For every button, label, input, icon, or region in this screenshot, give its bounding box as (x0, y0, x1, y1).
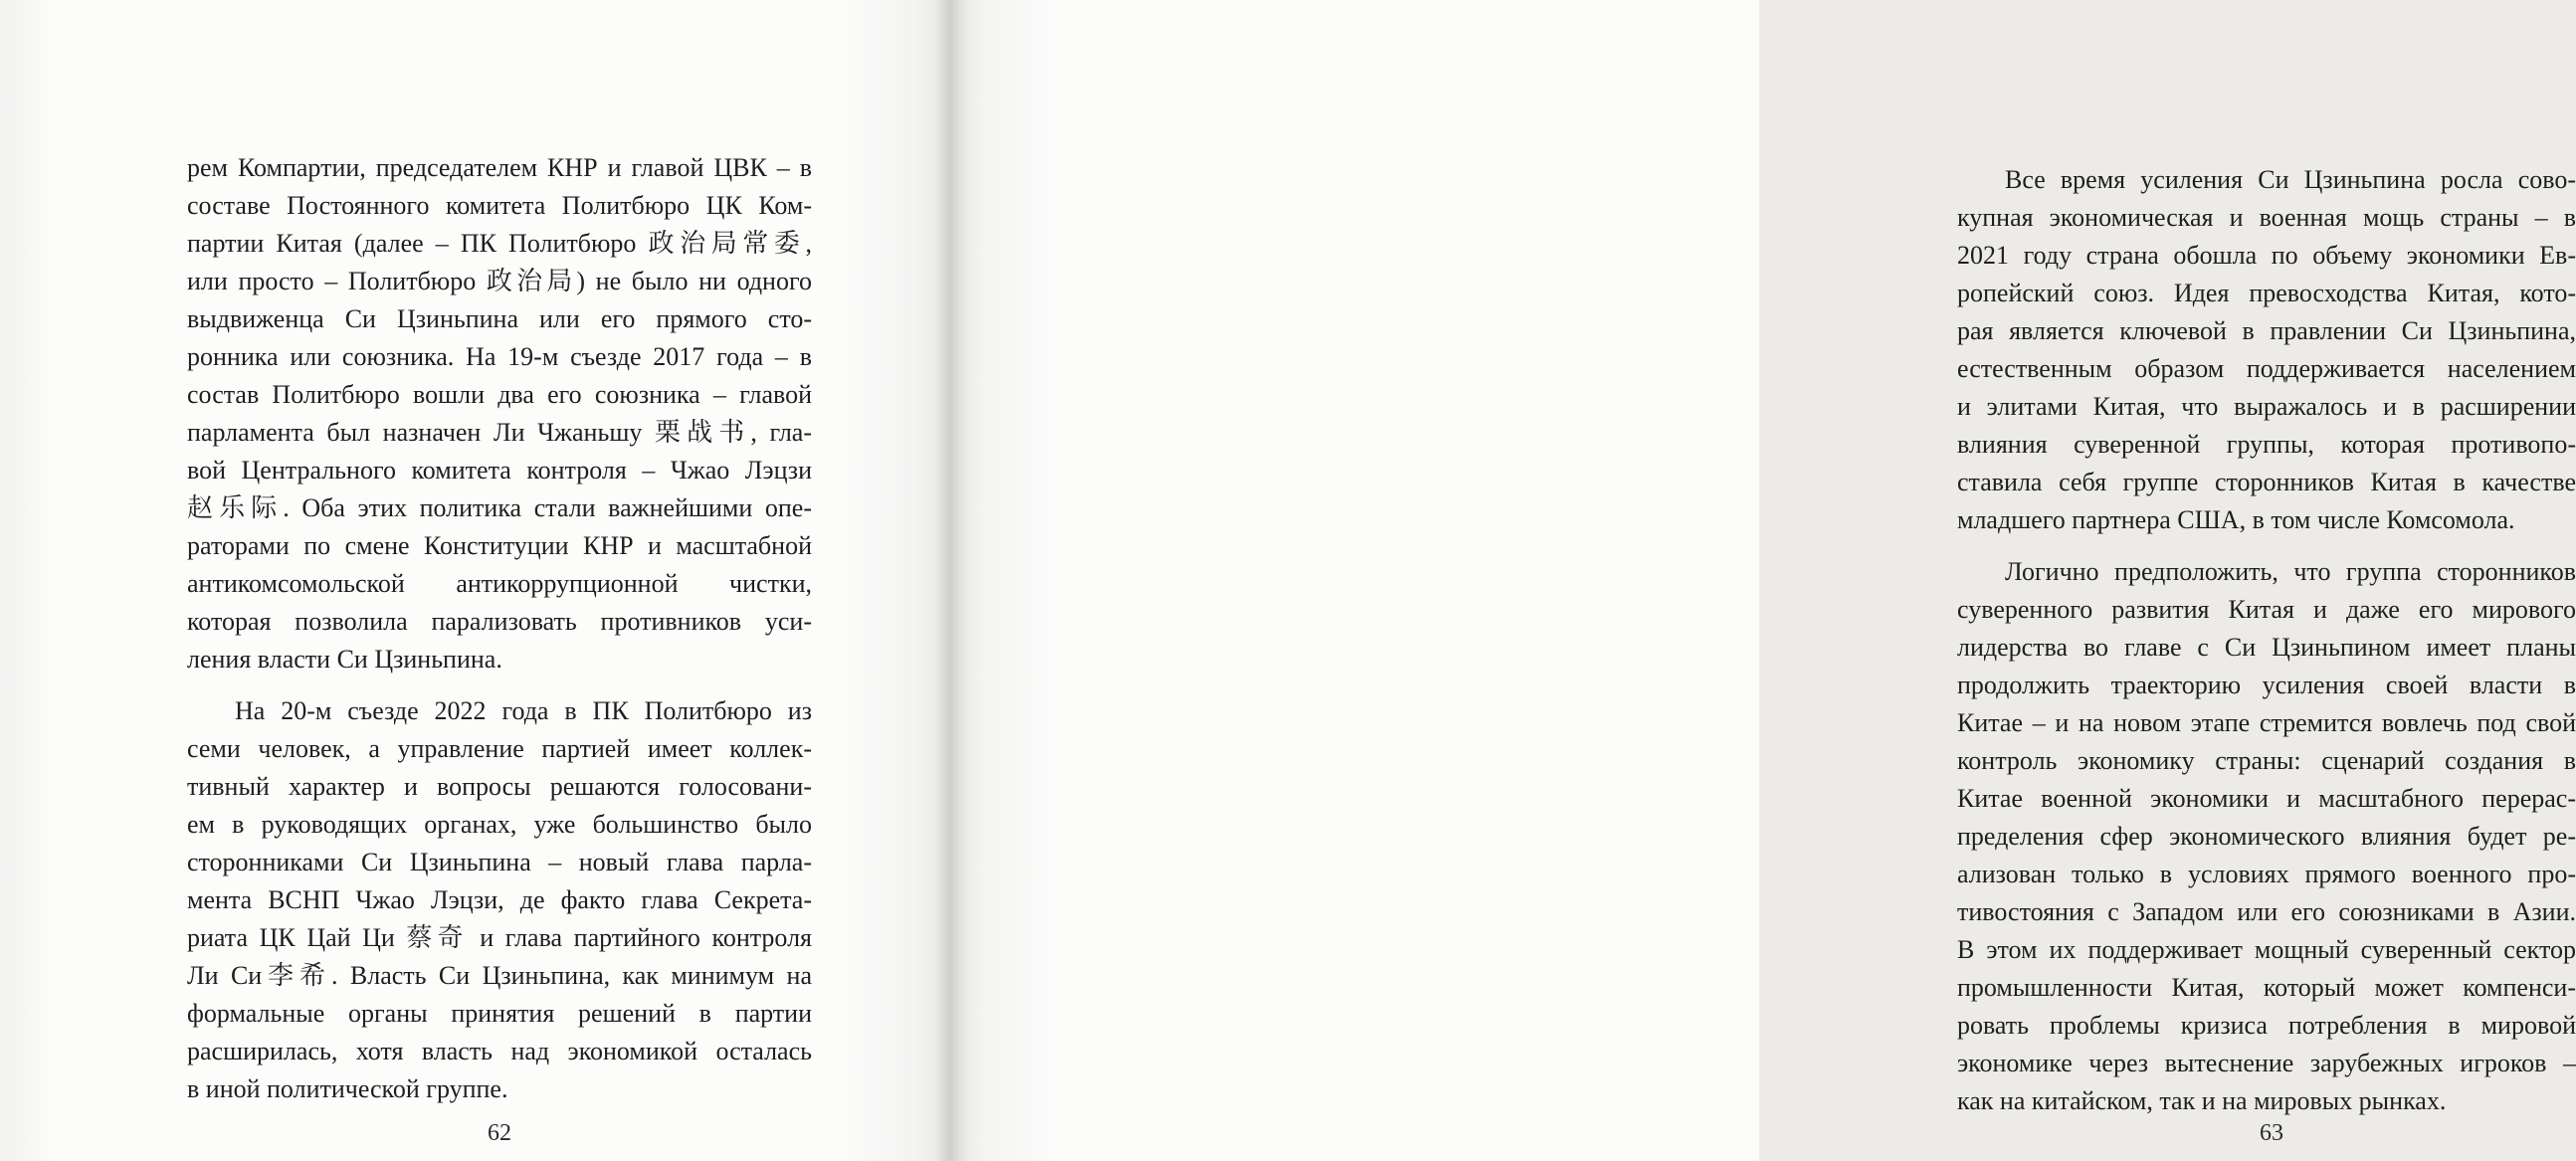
text-line: Все время усиления Си Цзиньпина росла сово- (2005, 165, 2576, 194)
text-line: или просто – Политбюро 政治局) не было ни одного (187, 267, 812, 295)
left-page-text (187, 149, 812, 1108)
text-line: В этом их поддерживает мощный суверенный сектор (1957, 935, 2576, 964)
paragraph-gap (187, 678, 812, 692)
text-line: мента ВСНП Чжао Лэцзи, де факто глава Секрета- (187, 885, 812, 914)
text-line: сторонниками Си Цзиньпина – новый глава парла- (187, 848, 812, 876)
text-line: рая является ключевой в правлении Си Цзиньпина, (1957, 316, 2576, 345)
right-page-text (1957, 161, 2576, 1120)
right-page (950, 0, 2576, 1161)
text-line: лидерства во главе с Си Цзиньпином имеет планы (1957, 633, 2576, 662)
text-line: 赵乐际. Оба этих политика стали важнейшими опе- (187, 493, 812, 522)
text-line: и элитами Китая, что выражалось и в расширении (1957, 392, 2576, 421)
text-line: купная экономическая и военная мощь страны – в (1957, 203, 2576, 232)
text-line: Ли Си李希. Власть Си Цзиньпина, как минимум на (187, 961, 812, 990)
text-line: Китае военной экономики и масштабного перерас- (1957, 784, 2576, 813)
text-line: естественным образом поддерживается населением (1957, 354, 2576, 383)
text-line: контроль экономику страны: сценарий создания в (1957, 746, 2576, 775)
page-number-right: 63 (2260, 1120, 2283, 1146)
text-line: влияния суверенной группы, которая противопо- (1957, 430, 2576, 459)
text-line: экономике через вытеснение зарубежных игроков – (1957, 1049, 2576, 1077)
text-line: рем Компартии, председателем КНР и главой ЦВК – в (187, 153, 812, 182)
text-line: ровать проблемы кризиса потребления в мировой (1957, 1011, 2576, 1040)
text-line: в иной политической группе. (187, 1074, 508, 1103)
text-line: раторами по смене Конституции КНР и масштабной (187, 531, 812, 560)
page-number-left: 62 (488, 1120, 511, 1146)
text-line: тивостояния с Западом или его союзниками в Азии. (1957, 897, 2576, 926)
text-line: ставила себя группе сторонников Китая в качестве (1957, 468, 2576, 496)
paragraph-gap (1957, 539, 2576, 553)
text-line: составе Постоянного комитета Политбюро ЦК Ком- (187, 191, 812, 220)
text-line: ронника или союзника. На 19-м съезде 2017 года – в (187, 342, 812, 371)
text-line: ления власти Си Цзиньпина. (187, 645, 502, 674)
text-line: На 20-м съезде 2022 года в ПК Политбюро из (235, 696, 812, 725)
text-line: суверенного развития Китая и даже его мирового (1957, 595, 2576, 624)
text-line: продолжить траекторию усиления своей власти в (1957, 671, 2576, 699)
text-line: партии Китая (далее – ПК Политбюро 政治局常委, (187, 229, 812, 258)
text-line: состав Политбюро вошли два его союзника – главой (187, 380, 812, 409)
text-line: промышленности Китая, который может компенси- (1957, 973, 2576, 1002)
text-line: ропейский союз. Идея превосходства Китая, кото- (1957, 279, 2576, 307)
text-line: которая позволила парализовать противников уси- (187, 607, 812, 636)
text-line: тивный характер и вопросы решаются голосовани- (187, 772, 812, 801)
text-line: Логично предположить, что группа сторонников (2005, 557, 2576, 586)
text-line: ализован только в условиях прямого военного про- (1957, 860, 2576, 888)
left-page (0, 0, 950, 1161)
text-line: риата ЦК Цай Ци 蔡奇 и глава партийного контроля (187, 923, 812, 952)
text-line: антикомсомольской антикоррупционной чистки, (187, 569, 812, 598)
text-line: парламента был назначен Ли Чжаньшу 栗战书, гла- (187, 418, 812, 447)
text-line: расширилась, хотя власть над экономикой осталась (187, 1037, 812, 1065)
text-line: выдвиженца Си Цзиньпина или его прямого сто- (187, 304, 812, 333)
text-line: 2021 году страна обошла по объему экономики Ев- (1957, 241, 2576, 270)
book-gutter-shadow (935, 0, 967, 1161)
text-line: Китае – и на новом этапе стремится вовлечь под свой (1957, 708, 2576, 737)
text-line: ем в руководящих органах, уже большинство было (187, 810, 812, 839)
text-line: пределения сфер экономического влияния будет ре- (1957, 822, 2576, 851)
text-line: вой Центрального комитета контроля – Чжао Лэцзи (187, 456, 812, 484)
text-line: формальные органы принятия решений в партии (187, 999, 812, 1028)
text-line: как на китайском, так и на мировых рынках. (1957, 1086, 2447, 1115)
text-line: семи человек, а управление партией имеет коллек- (187, 734, 812, 763)
text-line: младшего партнера США, в том числе Комсомола. (1957, 505, 2515, 534)
